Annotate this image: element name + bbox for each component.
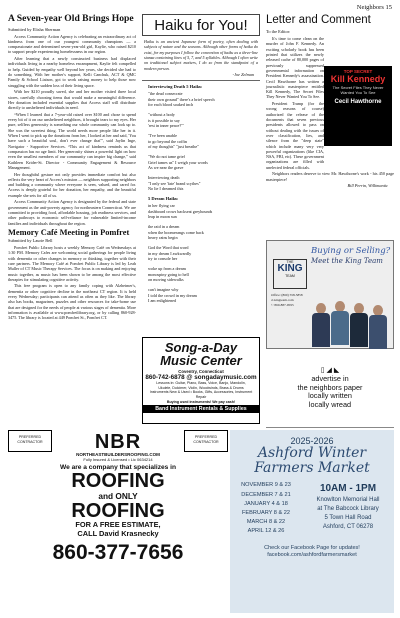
- farmers-market-ad[interactable]: [230, 430, 394, 613]
- salutation: To the Editor:: [266, 29, 291, 34]
- book-title: Kill Kennedy: [330, 74, 386, 84]
- haiku-stanza: [142, 224, 260, 241]
- haiku-line: when the boomerangs come back: [148, 229, 204, 235]
- team-photo: [311, 289, 389, 347]
- haiku-line: is it possible to say: [148, 117, 180, 123]
- roofing-and-only: and ONLY: [98, 491, 138, 501]
- book-subtitle: The Secret Files They Never Wanted You To See: [332, 85, 384, 95]
- song-ad-band: Band Instrument Rentals & Supplies: [143, 405, 259, 413]
- article-paragraph: “When I learned that a 7-year-old raised over $100 and chose to spend every bit of it on our unsheltered neighbors, it brought tears to my eyes. Her pure, selfless generosity is something our whole community can look up to. She was the sweetest thing. The world needs more people like her in it. When I went to pick up the donations from her, I looked at her and said, 'You have such a beautiful soul, don't ever change that'”, said Jaylin Inge, Navigator - Supportive Services. “This act of kindness reminds us that compassion has no age limit. Her generosity shines a powerful light on how even the smallest members of our community can inspire big change,” said Kathleen Krider-St. Director - Community Engagement & Resource Management.: [8, 111, 136, 170]
- poem-title: 5 Dream Haiku: [148, 195, 178, 201]
- haiku-line: As we near the grave: [148, 165, 184, 171]
- haiku-line: on moving sidewalks: [148, 277, 184, 283]
- king-logo: [273, 259, 307, 289]
- neighbors-house-ad: [266, 365, 394, 428]
- haiku-line: in her flying car: [148, 202, 175, 208]
- person-figure: [311, 303, 331, 347]
- column-1: [8, 14, 136, 322]
- roofing-logo: [56, 432, 180, 460]
- letter-signature: Bill Perrin, Willimantic: [347, 183, 388, 189]
- haiku-line: I am enlightened: [148, 298, 177, 304]
- haiku-line: Grief tames us" I weigh your words: [148, 159, 208, 165]
- market-venue: at The Babcock Library: [317, 506, 379, 513]
- roofing-logo-sub: NORTHEASTBUILDERSROOFING.COM: [76, 452, 160, 457]
- market-date: JANUARY 4 & 18: [244, 500, 288, 507]
- haiku-line: woke up from a dream: [148, 266, 186, 271]
- poem-2: [142, 203, 260, 304]
- king-contact-line: © 860-887-9595: [271, 302, 294, 307]
- article-paragraph: Access Community Action Agency is celebrating an extraordinary act of kindness from one of our youngest community champions — a compassionate and determined seven-year-old girl, Kaylie, who raised $210 to support people experiencing homelessness in our region.: [8, 33, 136, 55]
- king-headline: [311, 247, 390, 265]
- market-venue: 5 Town Hall Road: [324, 515, 372, 522]
- haiku-line: 'rest in inner peace?'": [148, 123, 184, 129]
- song-ad-line: Buying used instruments! We pay cash!: [166, 399, 236, 404]
- article-paragraph: Access Community Action Agency is designated by the federal and state government as the anti-poverty agency for northeastern Connecticut. We are committed to providing food, affordable housing, job readiness services, and other pathways to economic self-reliance for vulnerable limited-income families and individuals throughout the region.: [8, 199, 136, 226]
- market-venue: Knowlton Memorial Hall: [316, 497, 380, 504]
- preferred-contractor-badge: PREFERRED CONTRACTOR: [184, 430, 228, 452]
- market-date: FEBRUARY 8 & 22: [242, 510, 290, 517]
- song-ad-line: Lessons in: Guitar, Piano, Bass, Voice, Banjo, Mandolin,: [156, 381, 246, 385]
- haiku-line: of my thoughts" "just breathe": [148, 144, 199, 150]
- haiku-author: -Joe Zelman: [232, 71, 254, 77]
- market-facebook: [230, 545, 394, 559]
- haiku-line: monospiny going to hell: [148, 271, 189, 277]
- haiku-line: try to console her: [148, 256, 178, 262]
- haiku-line: leap in moon sun: [148, 214, 177, 220]
- haiku-line: "I've been unable: [148, 132, 177, 138]
- market-date: APRIL 12 & 26: [247, 528, 285, 535]
- preferred-contractor-badge: PREFERRED CONTRACTOR: [8, 430, 52, 452]
- article-byline-2: Submitted by Laurie Bell: [8, 237, 53, 243]
- column-2: [142, 14, 260, 308]
- king-headline-text: Buying or Selling?: [311, 246, 391, 256]
- article-paragraph: Her thoughtful gesture not only provides immediate comfort but also reflects the very heart of Access's mission — neighbors supporting neighbors and building a community where everyone is seen, valued, and cared for. Access is deeply grateful for her donation, her empathy, and the beautiful example she sets for all of us.: [8, 171, 136, 198]
- market-date: DECEMBER 7 & 21: [241, 491, 291, 498]
- person-figure: [349, 303, 369, 347]
- market-date: MARCH 8 & 22: [246, 519, 286, 526]
- roofing-call: CALL David Krasnecky: [77, 528, 159, 538]
- market-venue: Ashford, CT 06278: [322, 524, 374, 531]
- king-logo-top: THE: [286, 260, 294, 264]
- market-title: Ashford Winter: [257, 445, 367, 461]
- market-fb-line: Check our Facebook Page for updates!: [264, 544, 360, 551]
- market-date: NOVEMBER 9 & 23: [241, 482, 291, 489]
- song-ad-phone: 860-742-6878 @ songadaymusic.com: [145, 374, 257, 381]
- song-ad-name-2: Music Center: [160, 353, 242, 368]
- person-figure: [368, 305, 388, 347]
- market-years: 2025-2026: [290, 436, 334, 446]
- haiku-line: Interviewing death: [148, 174, 180, 180]
- market-fb-link[interactable]: facebook.com/ashfordfarmersmarket: [267, 551, 357, 558]
- haiku-line: God the Word that word: [148, 244, 189, 250]
- haiku-line: "the dead consecrate: [148, 90, 183, 96]
- newspaper-icon: ▯ ◢ ◣: [320, 367, 340, 374]
- haiku-line: dashboard crows backseat greyhounds: [148, 208, 213, 214]
- ad-line: locally wread: [308, 400, 352, 410]
- running-head: Neighbors 15: [356, 4, 392, 11]
- ad-line: locally written: [308, 391, 352, 401]
- letter-paragraph: It's time to come clean on the murder of John F. Kennedy. An exciting scholarly book has been printed that utilizes the newly released cache of 80,000 pages of previously suppressed governmental information on President Kennedy's assassination. Cecil Hawthorne has written a journalistic masterpiece entitled Kill Kennedy, The Secret Files They Never Wanted You To See.: [266, 36, 324, 100]
- song-a-day-ad[interactable]: [142, 337, 260, 424]
- ad-line: advertise in: [311, 374, 349, 384]
- haiku-stanza: [142, 133, 260, 150]
- king-contact: [271, 293, 311, 308]
- roofing-big-text-2: ROOFING: [71, 500, 165, 522]
- haiku-line: "We do not tame grief: [148, 153, 185, 159]
- king-contact-line: ct.kingteam.com: [271, 297, 294, 302]
- haiku-line: I told the crowd in my dream: [148, 292, 197, 298]
- haiku-intro: Haiku is an ancient Japanese form of poetry, often dealing with subjects of nature and the seasons. Although other forms of haiku do exist, for my purposes I follow the convention of haiku as a three-line stanza containing lines of 5, 7, and 5 syllables. Although I often write on traditional subject matters, I do so from the standpoint of a modern person.: [144, 39, 258, 71]
- roofing-phone: 860-377-7656: [52, 540, 184, 564]
- article-paragraph: This free program is open to any family coping with Alzheimer's, dementia or other cognitive decline in the northeast CT region. It is held every Wednesday; participants can attend as often as they like. The library also has books, magazines, puzzles and other resources for take-home use that are designed for the needs of people at various stages of dementia. More information is available at www.pomfretlibrary.org, or by calling 860-928-3475. The library is located at 449 Pomfret St., Pomfret CT.: [8, 283, 136, 321]
- haiku-line: in my dream I awkwardly: [148, 250, 192, 256]
- article-paragraph: Pomfret Public Library hosts a weekly Memory Café on Wednesdays at 1:30 PM. Memory Cafes are welcoming social gatherings for people living with dementia or other changes in memory or thinking, together with their care partners. The Memory Café at Pomfret Public Library is led by Leah Muller of CT Music Therapy Services. The focus is on making and enjoying music together, as music has been shown to be among the most effective therapies for stimulating cognitive activity.: [8, 244, 136, 282]
- song-ad-line: Instruments New & Used • Books, Gifts, Accessories, Instrument Repair: [149, 390, 253, 400]
- market-details: [230, 481, 394, 536]
- roofing-logo-text: NBR: [94, 431, 142, 453]
- market-dates: [230, 481, 302, 536]
- letter-paragraph: Neighbors readers deserve to view Mr. Hawthorne's work - his 450 page masterpiece!: [266, 171, 394, 182]
- haiku-stanza: [142, 203, 260, 220]
- haiku-line: No lie I dreamed this: [148, 186, 184, 192]
- poem-1: [142, 91, 260, 192]
- roofing-tagline: We are a company that specializes in: [59, 464, 177, 471]
- haiku-stanza: [142, 245, 260, 262]
- song-ad-location: Coventry, Connecticut: [178, 369, 224, 374]
- book-author: Cecil Hawthorne: [334, 99, 382, 106]
- haiku-line: to go beyond the coffin: [148, 138, 187, 144]
- haiku-stanza: [142, 287, 260, 304]
- letter-paragraph: President Trump (for the wrong reasons of course) authorized the release of the documents that seven previous presidents allowed to pass on without dealing with the issues of over classification, lies, and silence from the "deep state" which include many very very powerful organizations (like CIA, NSA, FBI, etc). These government organizations are filled with unelected federal officials.: [266, 101, 324, 170]
- haiku-stanza: [142, 175, 260, 192]
- article-byline: Submitted by Elisha Sherman: [8, 26, 61, 32]
- haiku-line: for each blood soaked inch: [148, 102, 194, 108]
- song-ad-name: Song-a-Day: [164, 340, 238, 355]
- bottom-ads: [8, 430, 394, 613]
- roofing-ad[interactable]: [8, 464, 228, 565]
- haiku-stanza: [142, 91, 260, 108]
- ad-line: the neighbors paper: [297, 382, 363, 392]
- song-ad-line: Ukulele, Dulcimer, Violin, Woodwinds, Brass & Drums: [158, 385, 244, 390]
- haiku-line: heavy rains begin: [148, 235, 178, 241]
- market-info: [302, 481, 394, 536]
- letters-title: Letter and Comment: [266, 14, 371, 26]
- king-logo-text: KING: [277, 263, 303, 274]
- column-3: [266, 14, 394, 191]
- poem-title: Interviewing Death 5 Haiku: [148, 83, 202, 89]
- haiku-stanza: [142, 266, 260, 283]
- roofing-estimate: FOR A FREE ESTIMATE,: [75, 520, 161, 529]
- article-paragraph: After learning that a newly constructed business had displaced individuals living in a nearby homeless encampment, Kaylie felt compelled to help. Guided by empathy well beyond her years, she decided she had to do something. With her mother's support, Kelli Canchuk, ACT & QMC Family & School Liaison, got to work raising money to help those now struggling with the sudden loss of their living space.: [8, 56, 136, 88]
- article-paragraph: With her $210 proudly saved, she and her mother visited three local stores, carefully choosing items that would make a meaningful difference. Her donation included essential supplies that Access staff will distribute directly to unsheltered individuals in need.: [8, 89, 136, 111]
- haiku-stanza: [142, 112, 260, 129]
- market-title-2: Farmers Market: [254, 459, 370, 476]
- haiku-line: the raid in a dream: [148, 223, 180, 229]
- haiku-line: "I only see 'fate' brand scythes": [148, 180, 201, 186]
- roofing-big-text: ROOFING: [71, 470, 165, 492]
- haiku-stanza: [142, 154, 260, 171]
- article-headline-2: Memory Café Meeting in Pomfret: [8, 227, 130, 237]
- book-top-label: TOP SECRET: [343, 69, 373, 74]
- haiku-section-title: Haiku for You!: [142, 14, 260, 36]
- article-headline: A Seven-year Old Brings Hope: [8, 13, 134, 24]
- book-cover-image: [324, 66, 392, 146]
- haiku-line: can't imagine why: [148, 287, 179, 293]
- haiku-line: "without a body: [148, 111, 175, 117]
- divider: [142, 80, 260, 81]
- king-logo-bottom: TEAM: [285, 274, 295, 278]
- person-figure: [330, 301, 350, 347]
- haiku-line: their own ground" there's a brief speech: [148, 96, 215, 102]
- king-meet-text: Meet the King Team: [311, 256, 383, 265]
- market-time: 10AM - 1PM: [319, 483, 377, 495]
- king-contact-line: Office: (860) 558-5858: [271, 293, 303, 297]
- king-team-ad[interactable]: [266, 240, 394, 349]
- roofing-licensed: Fully Insured & Licensed • Lic 0634214: [83, 457, 153, 462]
